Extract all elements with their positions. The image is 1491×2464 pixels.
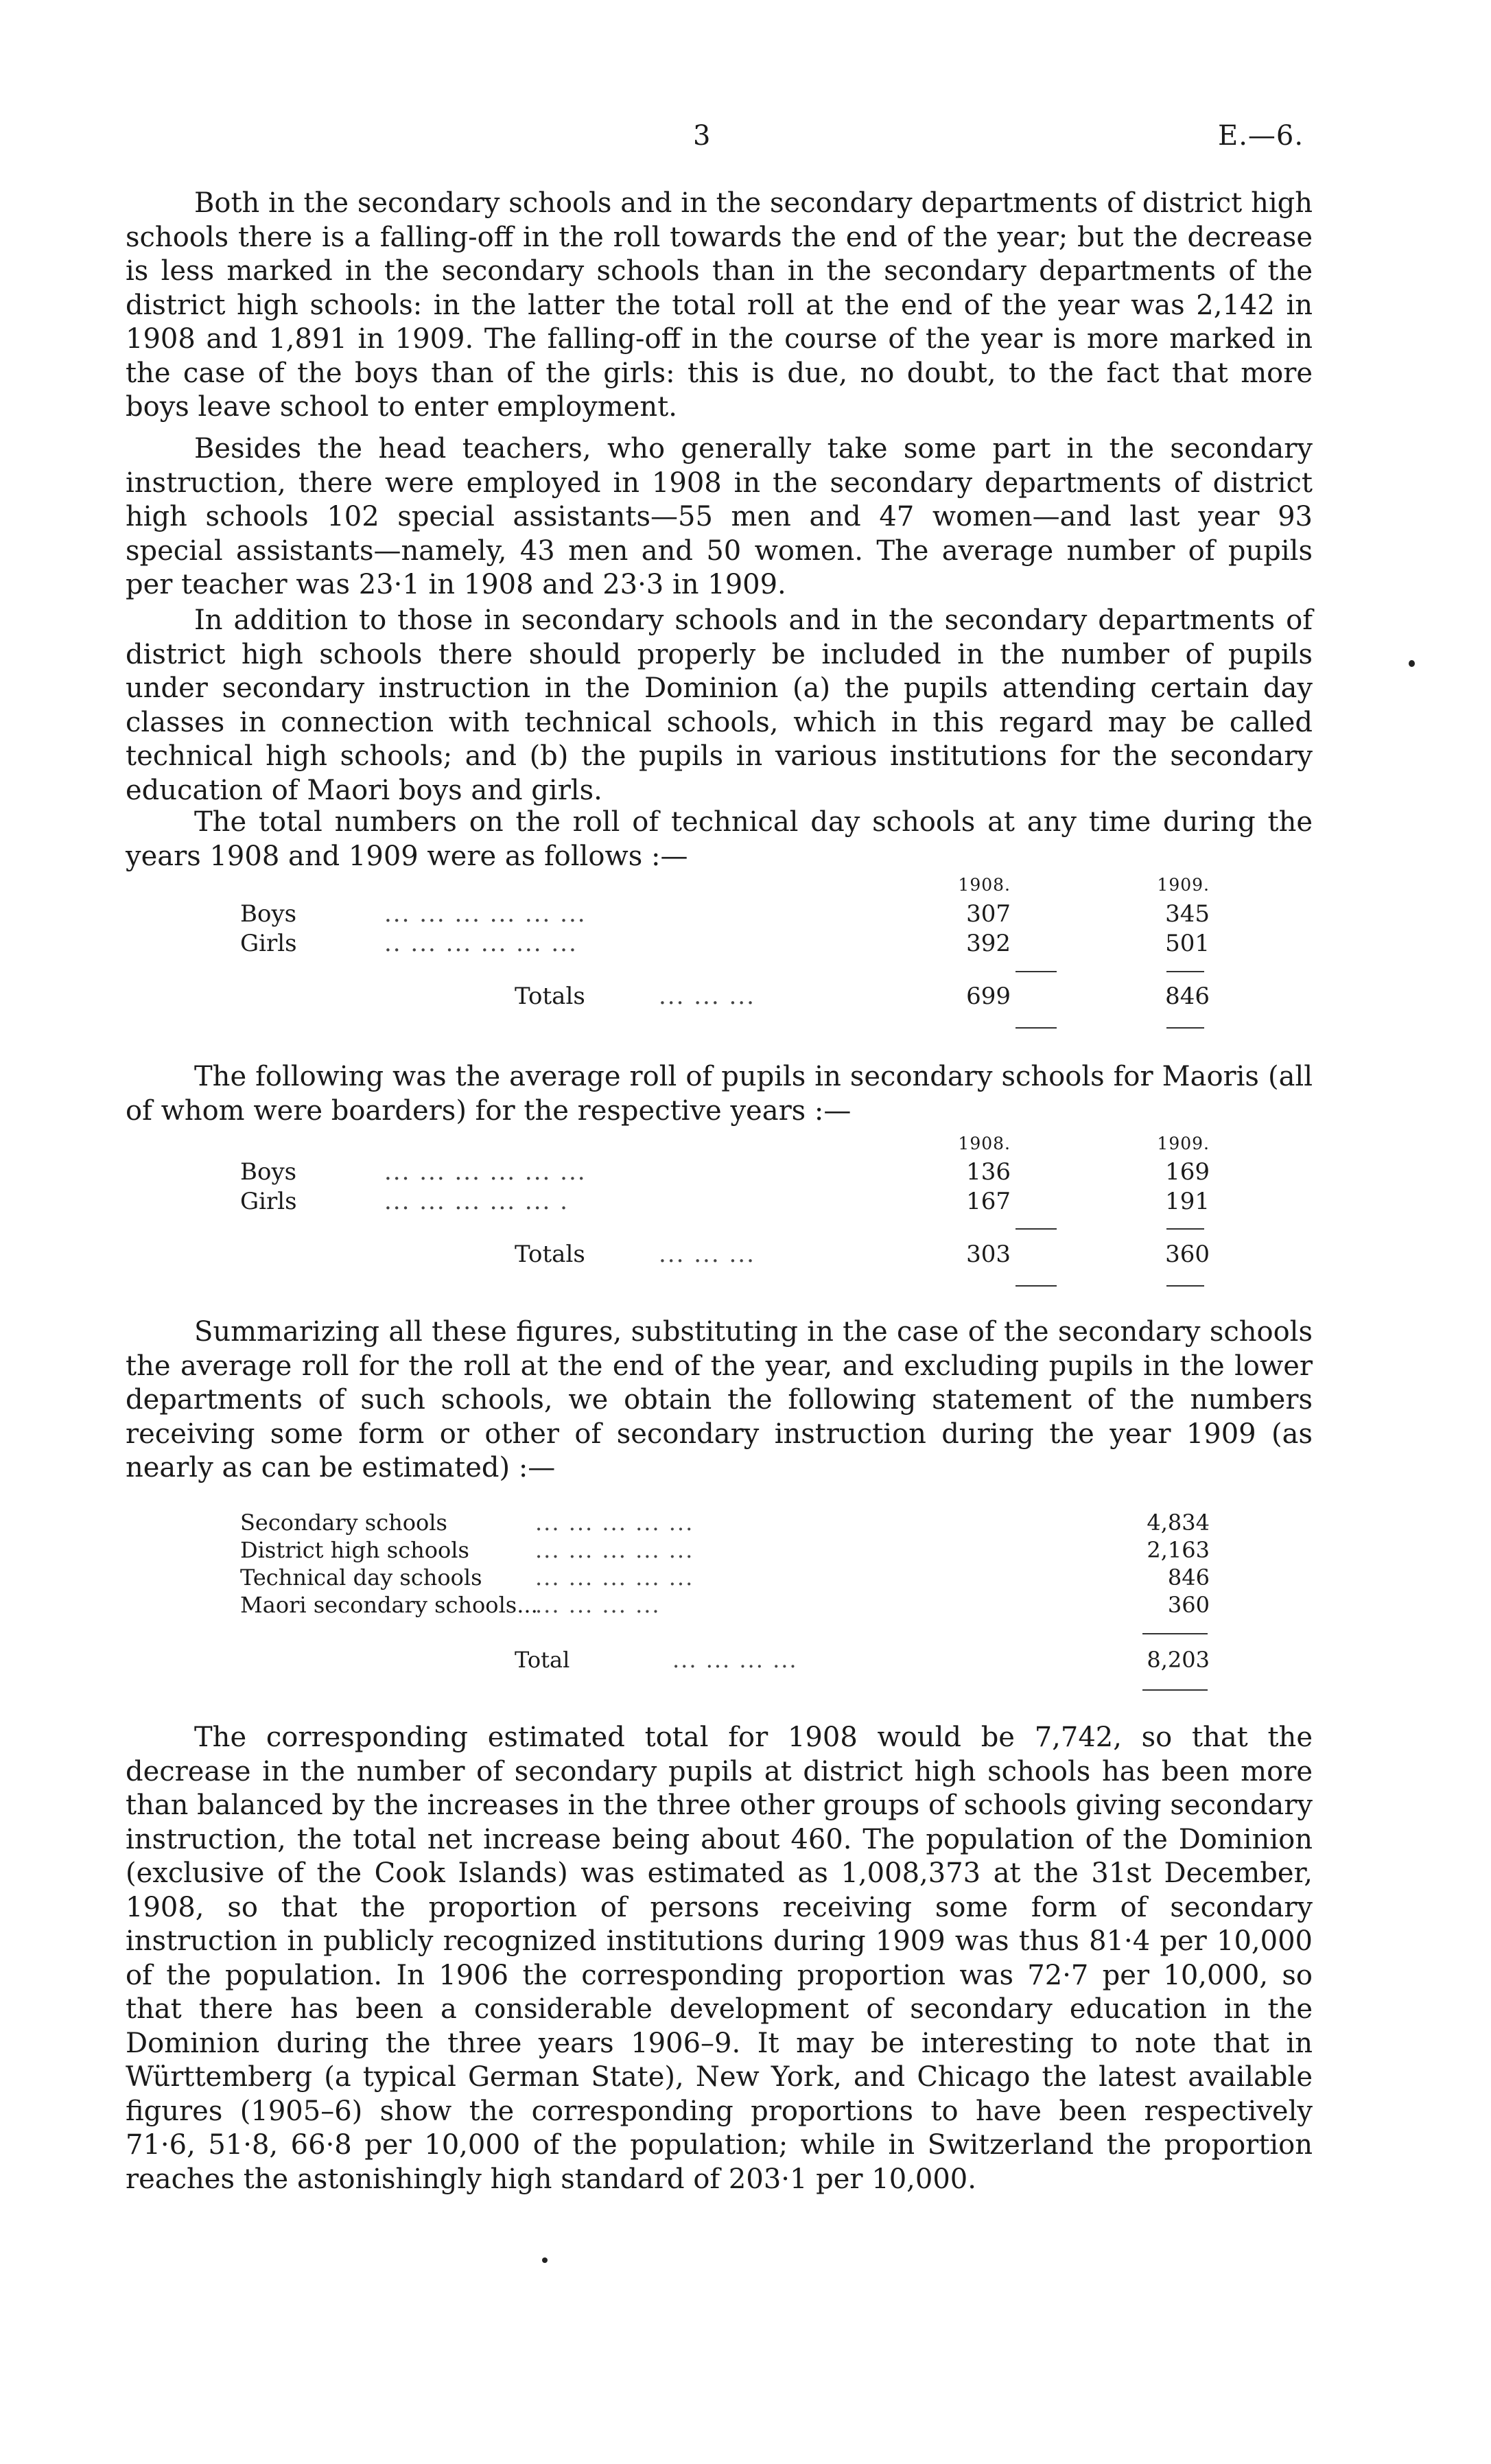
value-1909: 191 bbox=[1165, 1188, 1210, 1215]
row-value: 2,163 bbox=[1147, 1537, 1210, 1563]
ink-speck bbox=[542, 2257, 548, 2263]
table-row bbox=[0, 1158, 1491, 1188]
leader-dots: ... ... ... ... bbox=[535, 1592, 661, 1618]
table-row bbox=[0, 1188, 1491, 1218]
total-1908: 699 bbox=[966, 983, 1011, 1010]
summary-total-row bbox=[0, 1647, 1491, 1674]
sum-rule bbox=[1015, 971, 1057, 972]
sum-rule bbox=[1166, 1228, 1204, 1230]
column-1908: 1908. bbox=[958, 1134, 1011, 1153]
total-1909: 360 bbox=[1165, 1241, 1210, 1268]
value-1908: 392 bbox=[966, 930, 1011, 957]
totals-label: Totals bbox=[515, 1241, 585, 1268]
summary-row bbox=[0, 1510, 1491, 1537]
page-header bbox=[0, 120, 1491, 161]
sum-rule bbox=[1015, 1285, 1057, 1287]
total-value: 8,203 bbox=[1147, 1647, 1210, 1673]
value-1908: 307 bbox=[966, 900, 1011, 928]
sum-rule bbox=[1015, 1027, 1057, 1029]
totals-label: Totals bbox=[515, 983, 585, 1010]
row-value: 360 bbox=[1167, 1592, 1210, 1618]
ink-speck bbox=[1409, 660, 1415, 667]
total-1908: 303 bbox=[966, 1241, 1011, 1268]
column-1908: 1908. bbox=[958, 875, 1011, 895]
table-row bbox=[0, 930, 1491, 960]
leader-dots: ... ... ... ... bbox=[672, 1647, 798, 1673]
sum-rule bbox=[1166, 1285, 1204, 1287]
value-1908: 136 bbox=[966, 1158, 1011, 1186]
leader-dots: ... ... ... ... ... ... bbox=[384, 900, 587, 928]
paragraph-maori-intro: The following was the average roll of pupils in secondary schools for Maoris (all of whom were boarders) for the respective years :— bbox=[126, 1061, 1313, 1127]
paragraph-technical-intro: The total numbers on the roll of technical day schools at any time during the years 1908 and 1909 were as follows :— bbox=[126, 806, 1313, 872]
totals-row bbox=[0, 1241, 1491, 1271]
row-label: Secondary schools bbox=[240, 1510, 447, 1536]
row-value: 4,834 bbox=[1147, 1510, 1210, 1536]
paragraph-assistants: Besides the head teachers, who generally take some part in the secondary instruction, there were employed in 1908 in the secondary departments of district high schools 102 special assistants—55 men and 47 women—and last year 93 special assistants—namely, 43 men and 50 women. The average number of pupils per teacher was 23·1 in 1908 and 23·3 in 1909. bbox=[126, 433, 1313, 600]
row-label: Girls bbox=[240, 1188, 297, 1215]
leader-dots: .. ... ... ... ... ... bbox=[384, 930, 578, 957]
leader-dots: ... ... ... ... ... ... bbox=[384, 1158, 587, 1186]
sum-rule bbox=[1166, 1027, 1204, 1029]
paragraph-additional-pupils: In addition to those in secondary schools and in the secondary departments of district high schools there should properly be included in the number of pupils under secondary instruction in the Dominion (a) the pupils attending certain day classes in connection with technical schools, which in this regard may be called technical high schools; and (b) the pupils in various institutions for the secondary education of Maori boys and girls. bbox=[126, 605, 1313, 806]
summary-row bbox=[0, 1592, 1491, 1619]
value-1909: 345 bbox=[1165, 900, 1210, 928]
page-number: 3 bbox=[693, 120, 711, 152]
table-header bbox=[0, 1134, 1491, 1155]
document-code: E.—6. bbox=[1218, 120, 1304, 152]
sum-rule bbox=[1166, 971, 1204, 972]
paragraph-roll-falloff: Both in the secondary schools and in the secondary departments of district high schools there is a falling-off in the roll towards the end of the year; but the decrease is less marked in the secondary schools than in the secondary departments of the district high schools: in the latter the total roll at the end of the year was 2,142 in 1908 and 1,891 in 1909. The falling-off in the course of the year is more marked in the case of the boys than of the girls: this is due, no doubt, to the fact that more boys leave school to enter employment. bbox=[126, 187, 1313, 423]
table-row bbox=[0, 900, 1491, 930]
totals-row bbox=[0, 983, 1491, 1013]
leader-dots: ... ... ... bbox=[659, 1241, 755, 1268]
sum-rule bbox=[1015, 1228, 1057, 1230]
row-label: Maori secondary schools... bbox=[240, 1592, 538, 1618]
column-1909: 1909. bbox=[1157, 1134, 1210, 1153]
paragraph-summary-intro: Summarizing all these figures, substituting in the case of the secondary schools the average roll for the roll at the end of the year, and excluding pupils in the lower departments of such schools, we obtain the following statement of the numbers receiving some form or other of secondary instruction during the year 1909 (as nearly as can be estimated) :— bbox=[126, 1316, 1313, 1483]
value-1909: 169 bbox=[1165, 1158, 1210, 1186]
total-label: Total bbox=[515, 1647, 570, 1673]
value-1908: 167 bbox=[966, 1188, 1011, 1215]
column-1909: 1909. bbox=[1157, 875, 1210, 895]
row-label: District high schools bbox=[240, 1537, 469, 1563]
summary-row bbox=[0, 1537, 1491, 1564]
row-value: 846 bbox=[1167, 1564, 1210, 1591]
sum-rule bbox=[1142, 1689, 1208, 1691]
table-header bbox=[0, 875, 1491, 897]
paragraph-comparison: The corresponding estimated total for 1908 would be 7,742, so that the decrease in the number of secondary pupils at district high schools has been more than balanced by the increases in the three other groups of schools giving secondary instruction, the total net increase being about 460. The population of the Dominion (exclusive of the Cook Islands) was estimated as 1,008,373 at the 31st December, 1908, so that the proportion of persons receiving some form of secondary instruction in publicly recognized institutions during 1909 was thus 81·4 per 10,000 of the population. In 1906 the corresponding proportion was 72·7 per 10,000, so that there has been a considerable development of secondary education in the Dominion during the three years 1906–9. It may be interesting to note that in Württemberg (a typical German State), New York, and Chicago the latest available figures (1905–6) show the corresponding proportions to have been respectively 71·6, 51·8, 66·8 per 10,000 of the population; while in Switzerland the proportion reaches the astonishingly high standard of 203·1 per 10,000. bbox=[126, 1722, 1313, 2195]
total-1909: 846 bbox=[1165, 983, 1210, 1010]
row-label: Girls bbox=[240, 930, 297, 957]
sum-rule bbox=[1142, 1633, 1208, 1634]
value-1909: 501 bbox=[1165, 930, 1210, 957]
leader-dots: ... ... ... ... ... bbox=[535, 1564, 694, 1591]
summary-row bbox=[0, 1564, 1491, 1592]
leader-dots: ... ... ... ... ... . bbox=[384, 1188, 569, 1215]
leader-dots: ... ... ... ... ... bbox=[535, 1537, 694, 1563]
row-label: Technical day schools bbox=[240, 1564, 482, 1591]
leader-dots: ... ... ... bbox=[659, 983, 755, 1010]
row-label: Boys bbox=[240, 900, 297, 928]
row-label: Boys bbox=[240, 1158, 297, 1186]
leader-dots: ... ... ... ... ... bbox=[535, 1510, 694, 1536]
